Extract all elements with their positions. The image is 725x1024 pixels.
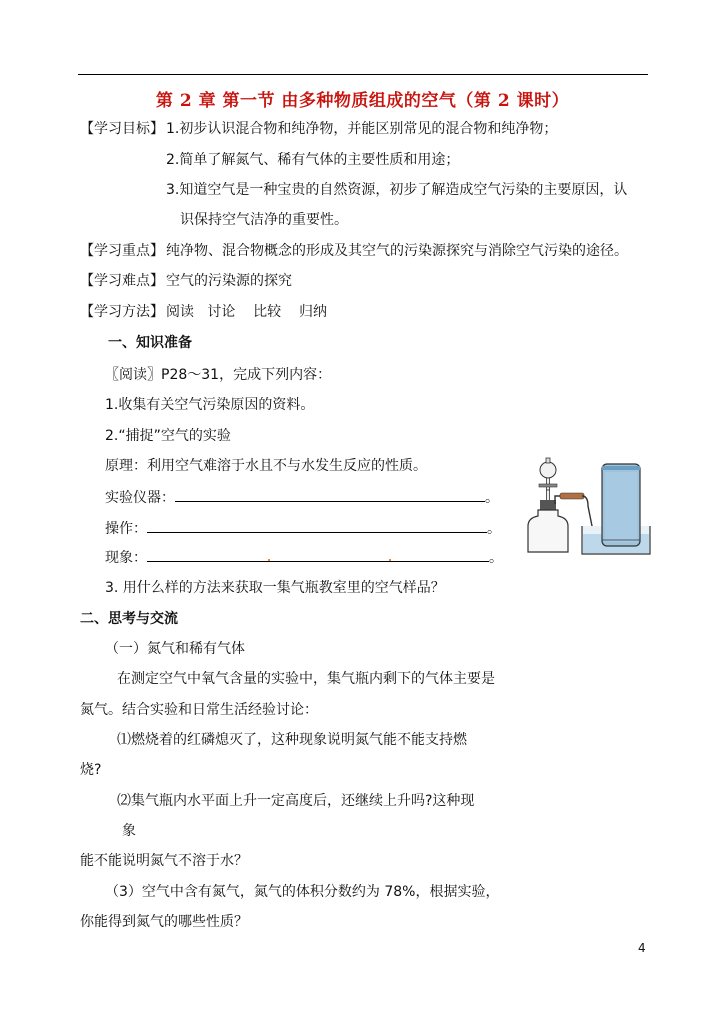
field-operation xyxy=(105,518,501,538)
prep-item-2: 2.“捕捉”空气的实验 xyxy=(105,428,231,444)
page-title: 第 2 章 第一节 由多种物质组成的空气（第 2 课时） xyxy=(155,91,570,111)
field-phenomenon-label: 现象： xyxy=(105,550,147,566)
question-1-cont: 烧? xyxy=(80,762,102,778)
question-2-cont: 能不能说明氮气不溶于水？ xyxy=(80,853,248,869)
question-2: ⑵集气瓶内水平面上升一定高度后，还继续上升吗?这种现 xyxy=(117,793,475,809)
principle-text: 原理：利用空气难溶于水且不与水发生反应的性质。 xyxy=(105,458,427,474)
question-2-cont: 象 xyxy=(122,823,136,839)
question-3: （3）空气中含有氮气，氮气的体积分数约为 78%，根据实验， xyxy=(105,884,500,900)
method-text: 阅读 讨论 比较 归纳 xyxy=(166,304,327,320)
prep-item-1: 1.收集有关空气污染原因的资料。 xyxy=(105,397,315,413)
field-operation-end: 。 xyxy=(487,521,501,537)
stray-mark xyxy=(389,559,391,561)
objective-item-2: 2.简单了解氮气、稀有气体的主要性质和用途； xyxy=(166,152,460,168)
key-points-label: 【学习重点】 xyxy=(80,243,164,259)
field-phenomenon-end: 。 xyxy=(489,550,503,566)
key-points-text: 纯净物、混合物概念的形成及其空气的污染源探究与消除空气污染的途径。 xyxy=(166,243,628,259)
field-instruments-blank[interactable] xyxy=(175,487,485,502)
stray-mark xyxy=(268,559,270,561)
method-label: 【学习方法】 xyxy=(80,304,164,320)
question-3-cont: 你能得到氮气的哪些性质？ xyxy=(80,914,248,930)
section2-heading: 二、思考与交流 xyxy=(80,611,178,627)
field-instruments xyxy=(105,487,499,507)
field-operation-label: 操作： xyxy=(105,521,147,537)
difficulty-text: 空气的污染源的探究 xyxy=(166,273,292,289)
section1-heading: 一、知识准备 xyxy=(108,335,192,351)
field-instruments-label: 实验仪器： xyxy=(105,490,175,506)
subsection-nitrogen: （一）氮气和稀有气体 xyxy=(105,641,245,657)
header-rule xyxy=(78,74,648,75)
difficulty-label: 【学习难点】 xyxy=(80,273,164,289)
paragraph-line: 氮气。结合实验和日常生活经验讨论： xyxy=(80,702,318,718)
objective-item-1: 1.初步认识混合物和纯净物，并能区别常见的混合物和纯净物； xyxy=(166,121,558,137)
prep-item-3: 3. 用什么样的方法来获取一集气瓶教室里的空气样品？ xyxy=(105,580,445,596)
paragraph-line: 在测定空气中氧气含量的实验中，集气瓶内剩下的气体主要是 xyxy=(117,671,495,687)
field-phenomenon xyxy=(105,547,503,567)
field-phenomenon-blank[interactable] xyxy=(147,547,489,562)
objectives-label: 【学习目标】 xyxy=(80,121,164,137)
page-number: 4 xyxy=(638,941,646,955)
field-operation-blank[interactable] xyxy=(147,518,487,533)
objective-item-3-cont: 识保持空气洁净的重要性。 xyxy=(180,212,348,228)
gas-collection-apparatus-diagram xyxy=(522,456,654,558)
field-instruments-end: 。 xyxy=(485,490,499,506)
reading-instruction: 〖阅读〗P28～31，完成下列内容： xyxy=(105,367,332,383)
question-1: ⑴燃烧着的红磷熄灭了，这种现象说明氮气能不能支持燃 xyxy=(117,732,467,748)
objective-item-3: 3.知道空气是一种宝贵的自然资源，初步了解造成空气污染的主要原因，认 xyxy=(166,182,628,198)
